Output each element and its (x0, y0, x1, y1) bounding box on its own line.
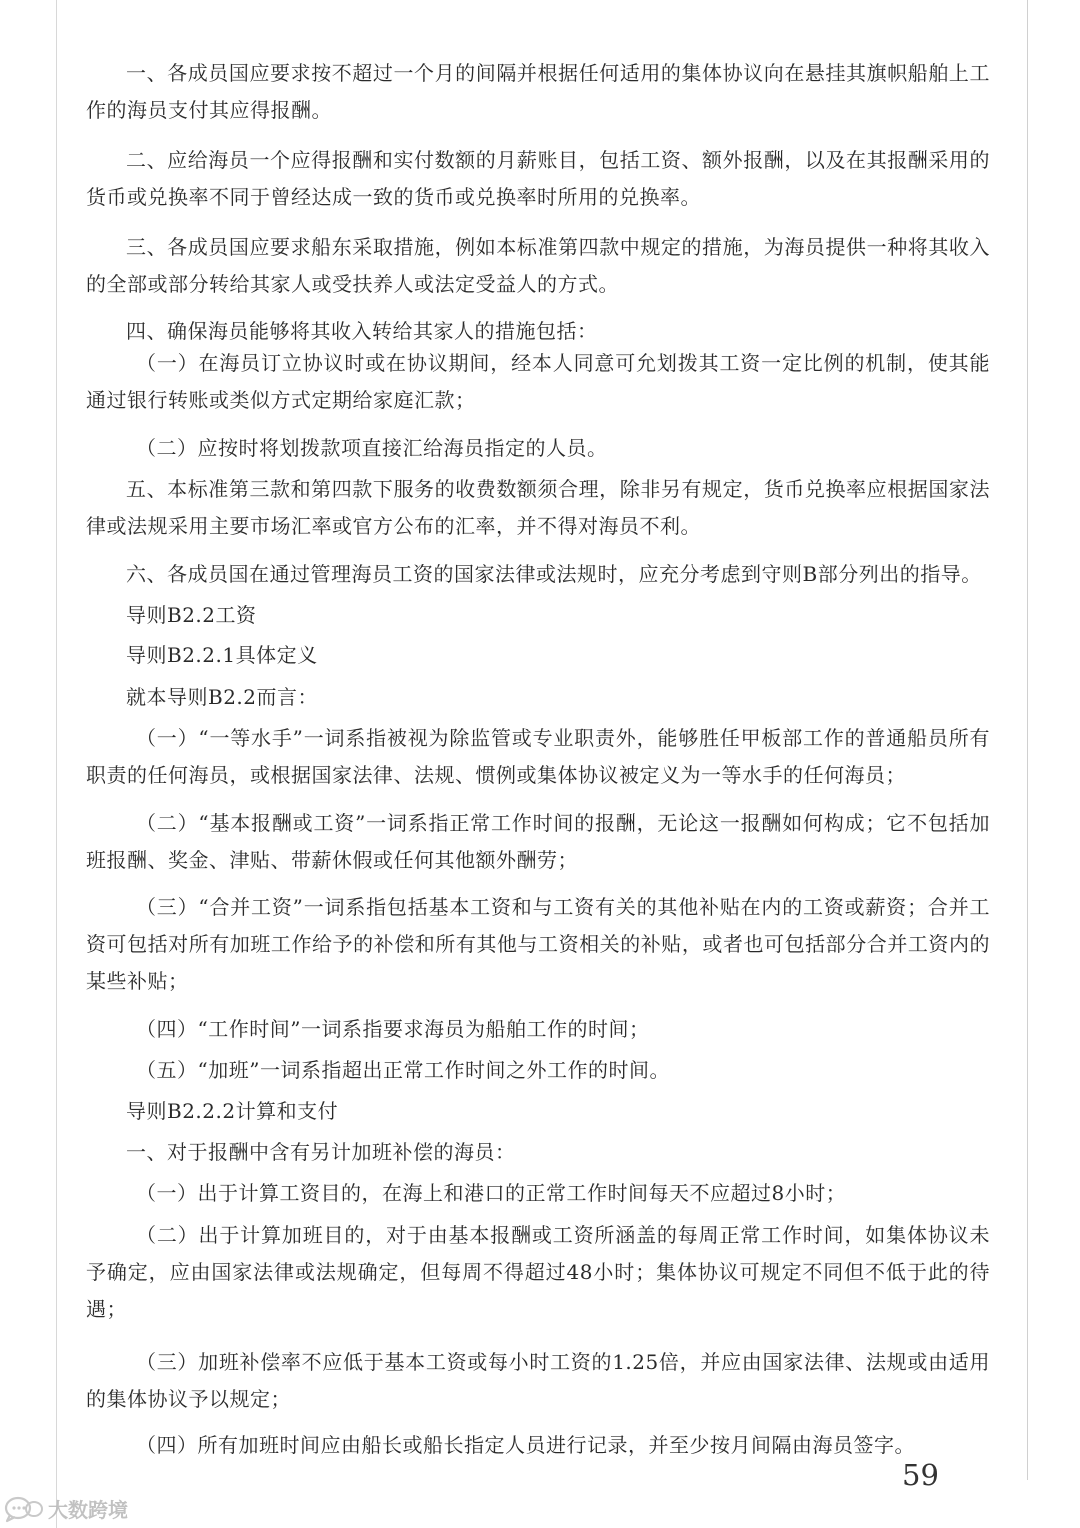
section-heading: 导则B2.2.1具体定义 (126, 643, 318, 667)
watermark (4, 1494, 128, 1523)
paragraph: 二、应给海员一个应得报酬和实付数额的月薪账目，包括工资、额外报酬，以及在其报酬采用的货币或兑换率不同于曾经达成一致的货币或兑换率时所用的兑换率。 (86, 148, 990, 209)
paragraph: 一、对于报酬中含有另计加班补偿的海员： (126, 1140, 516, 1164)
paragraph: （一）出于计算工资目的，在海上和港口的正常工作时间每天不应超过8小时； (136, 1181, 847, 1205)
paragraph: （二）出于计算加班目的，对于由基本报酬或工资所涵盖的每周正常工作时间，如集体协议未予确定，应由国家法律或法规确定，但每周不得超过48小时；集体协议可规定不同但不低于此的待遇； (86, 1223, 990, 1321)
paragraph: （四）所有加班时间应由船长或船长指定人员进行记录，并至少按月间隔由海员签字。 (136, 1433, 915, 1457)
paragraph: 一、各成员国应要求按不超过一个月的间隔并根据任何适用的集体协议向在悬挂其旗帜船舶上工作的海员支付其应得报酬。 (86, 61, 990, 122)
paragraph: （三）加班补偿率不应低于基本工资或每小时工资的1.25倍，并应由国家法律、法规或由适用的集体协议予以规定； (86, 1350, 990, 1411)
paragraph: 三、各成员国应要求船东采取措施，例如本标准第四款中规定的措施，为海员提供一种将其收入的全部或部分转给其家人或受扶养人或法定受益人的方式。 (86, 235, 990, 296)
paragraph: 四、确保海员能够将其收入转给其家人的措施包括： (126, 319, 598, 343)
paragraph: 六、各成员国在通过管理海员工资的国家法律或法规时，应充分考虑到守则B部分列出的指导。 (126, 562, 982, 586)
paragraph: （五）“加班”一词系指超出正常工作时间之外工作的时间。 (136, 1058, 670, 1082)
chat-bubble-logo-icon (4, 1495, 44, 1523)
paragraph: （一）“一等水手”一词系指被视为除监管或专业职责外，能够胜任甲板部工作的普通船员所有职责的任何海员，或根据国家法律、法规、惯例或集体协议被定义为一等水手的任何海员； (86, 726, 990, 787)
paragraph: （二）“基本报酬或工资”一词系指正常工作时间的报酬，无论这一报酬如何构成；它不包括加班报酬、奖金、津贴、带薪休假或任何其他额外酬劳； (86, 811, 990, 872)
paragraph: （一）在海员订立协议时或在协议期间，经本人同意可允划拨其工资一定比例的机制，使其能通过银行转账或类似方式定期给家庭汇款； (86, 351, 990, 412)
right-margin-rule (1027, 0, 1028, 1480)
left-margin-rule (56, 0, 57, 1528)
section-heading: 导则B2.2.2计算和支付 (126, 1099, 339, 1123)
section-heading: 导则B2.2工资 (126, 603, 257, 627)
paragraph: 五、本标准第三款和第四款下服务的收费数额须合理，除非另有规定，货币兑换率应根据国家法律或法规采用主要市场汇率或官方公布的汇率，并不得对海员不利。 (86, 477, 990, 538)
watermark-text: 大数跨境 (48, 1498, 128, 1522)
paragraph: （二）应按时将划拨款项直接汇给海员指定的人员。 (136, 436, 608, 460)
page-number: 59 (902, 1458, 939, 1492)
paragraph: （四）“工作时间”一词系指要求海员为船舶工作的时间； (136, 1017, 650, 1041)
paragraph: （三）“合并工资”一词系指包括基本工资和与工资有关的其他补贴在内的工资或薪资；合并工资可包括对所有加班工作给予的补偿和所有其他与工资相关的补贴，或者也可包括部分合并工资内的某些补贴； (86, 895, 990, 993)
paragraph: 就本导则B2.2而言： (126, 685, 319, 709)
